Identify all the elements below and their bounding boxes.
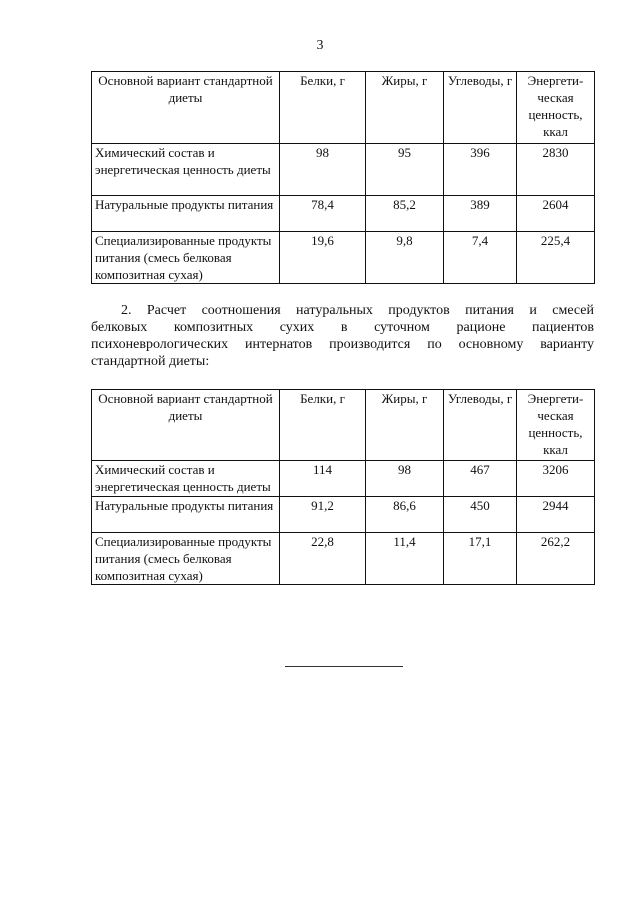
energy-value: 262,2 (517, 533, 595, 585)
header-carbohydrates: Углеводы, г (444, 72, 517, 144)
diet-composition-table-2 (91, 389, 595, 585)
header-energy-value: Энергети-ческая ценность, ккал (517, 72, 595, 144)
row-label: Специализированные продукты питания (смесь белковая композитная сухая) (92, 533, 280, 585)
protein-value: 114 (280, 461, 366, 497)
table-row (92, 461, 595, 497)
fat-value: 95 (366, 144, 444, 196)
energy-value: 3206 (517, 461, 595, 497)
page-number: 3 (316, 38, 324, 53)
carbohydrates-value: 7,4 (444, 232, 517, 284)
header-protein: Белки, г (280, 390, 366, 461)
table-header-row (92, 390, 595, 461)
diet-composition-table-1 (91, 71, 595, 284)
header-energy-value: Энергети-ческая ценность, ккал (517, 390, 595, 461)
header-diet-variant: Основной вариант стандартной диеты (92, 72, 280, 144)
row-label: Химический состав и энергетическая ценность диеты (92, 461, 280, 497)
energy-value: 2944 (517, 497, 595, 533)
row-label: Химический состав и энергетическая ценность диеты (92, 144, 280, 196)
table-row (92, 144, 595, 196)
table-row (92, 196, 595, 232)
carbohydrates-value: 17,1 (444, 533, 517, 585)
fat-value: 86,6 (366, 497, 444, 533)
body-paragraph (91, 302, 594, 370)
table-row (92, 533, 595, 585)
header-fat: Жиры, г (366, 72, 444, 144)
protein-value: 78,4 (280, 196, 366, 232)
energy-value: 225,4 (517, 232, 595, 284)
paragraph-line: стандартной диеты: (91, 354, 210, 369)
header-diet-variant: Основной вариант стандартной диеты (92, 390, 280, 461)
carbohydrates-value: 467 (444, 461, 517, 497)
fat-value: 11,4 (366, 533, 444, 585)
header-fat: Жиры, г (366, 390, 444, 461)
protein-value: 19,6 (280, 232, 366, 284)
fat-value: 9,8 (366, 232, 444, 284)
carbohydrates-value: 450 (444, 497, 517, 533)
carbohydrates-value: 396 (444, 144, 517, 196)
row-label: Специализированные продукты питания (смесь белковая композитная сухая) (92, 232, 280, 284)
protein-value: 91,2 (280, 497, 366, 533)
table-row (92, 497, 595, 533)
protein-value: 98 (280, 144, 366, 196)
paragraph-line: психоневрологических интернатов производится по основному варианту (91, 337, 594, 352)
row-label: Натуральные продукты питания (92, 497, 280, 533)
fat-value: 85,2 (366, 196, 444, 232)
header-carbohydrates: Углеводы, г (444, 390, 517, 461)
paragraph-line: белковых композитных сухих в суточном рационе пациентов (91, 320, 594, 335)
row-label: Натуральные продукты питания (92, 196, 280, 232)
closing-divider (285, 666, 403, 667)
fat-value: 98 (366, 461, 444, 497)
header-protein: Белки, г (280, 72, 366, 144)
carbohydrates-value: 389 (444, 196, 517, 232)
table-header-row (92, 72, 595, 144)
energy-value: 2830 (517, 144, 595, 196)
paragraph-line: 2. Расчет соотношения натуральных продуктов питания и смесей (121, 303, 594, 318)
energy-value: 2604 (517, 196, 595, 232)
protein-value: 22,8 (280, 533, 366, 585)
table-row (92, 232, 595, 284)
